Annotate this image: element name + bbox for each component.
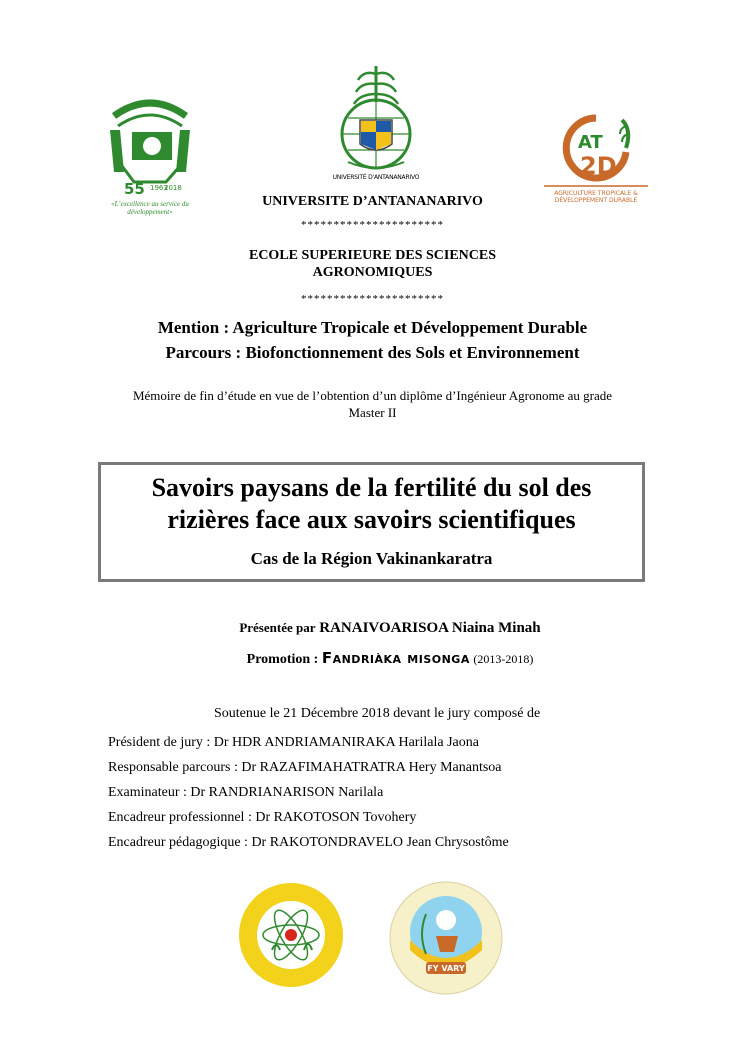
presented-by-label: Présentée par	[239, 620, 316, 635]
jury-member: Responsable parcours : Dr RAZAFIMAHATRATRA Hery Manantsoa	[108, 760, 502, 775]
memoire-description-line1: Mémoire de fin d’étude en vue de l’obtention d’un diplôme d’Ingénieur Agronome au grade	[132, 388, 613, 403]
jury-member: Encadreur pédagogique : Dr RAKOTONDRAVELO Jean Chrysostôme	[108, 835, 509, 850]
school-name-line1: ECOLE SUPERIEURE DES SCIENCES	[248, 248, 497, 263]
promotion-label: Promotion :	[246, 652, 319, 667]
promotion	[0, 649, 745, 668]
svg-text:2018: 2018	[164, 184, 182, 192]
thesis-title-line2: rizières face aux savoirs scientifiques	[167, 505, 576, 534]
at2d-mark-at: AT	[578, 132, 603, 153]
defense-statement: Soutenue le 21 Décembre 2018 devant le jury composé de	[214, 706, 541, 721]
school-name-line2: AGRONOMIQUES	[312, 265, 433, 280]
university-name: UNIVERSITE D’ANTANANARIVO	[262, 194, 483, 209]
presented-by	[0, 620, 745, 637]
parcours: Parcours : Biofonctionnement des Sols et Environnement	[165, 343, 580, 362]
fy-vary-logo	[386, 880, 506, 998]
svg-text:55: 55	[124, 180, 145, 198]
essa-motto: «L’excellence au service du développement»	[111, 200, 189, 216]
author-name: RANAIVOARISOA Niaina Minah	[319, 620, 541, 636]
thesis-title-box	[98, 462, 645, 582]
jury-member: Président de jury : Dr HDR ANDRIAMANIRAKA Harilala Jaona	[108, 735, 479, 750]
university-logo-caption: UNIVERSITÉ D'ANTANANARIVO	[332, 174, 420, 181]
thesis-subtitle: Cas de la Région Vakinankaratra	[250, 549, 493, 568]
jury-member: Examinateur : Dr RANDRIANARISON Narilala	[108, 785, 384, 800]
at2d-caption-line2: DÉVELOPPEMENT DURABLE	[554, 197, 638, 204]
fy-vary-badge: FY VARY	[427, 964, 465, 973]
radioisotopes-lab-logo	[236, 880, 346, 990]
thesis-title-line1: Savoirs paysans de la fertilité du sol des	[151, 473, 592, 502]
at2d-caption-line1: AGRICULTURE TROPICALE &	[554, 190, 638, 197]
stars-divider-2: **********************	[301, 293, 444, 305]
jury-member: Encadreur professionnel : Dr RAKOTOSON Tovohery	[108, 810, 417, 825]
promotion-years: (2013-2018)	[473, 652, 534, 666]
memoire-description-line2: Master II	[348, 405, 397, 420]
promotion-name: Fandriàka misonga	[321, 649, 470, 667]
svg-text:1963: 1963	[150, 184, 168, 192]
stars-divider-1: **********************	[301, 219, 444, 231]
mention: Mention : Agriculture Tropicale et Développement Durable	[157, 318, 588, 337]
university-logo	[318, 62, 434, 186]
at2d-mark-2d: 2D	[580, 152, 617, 180]
